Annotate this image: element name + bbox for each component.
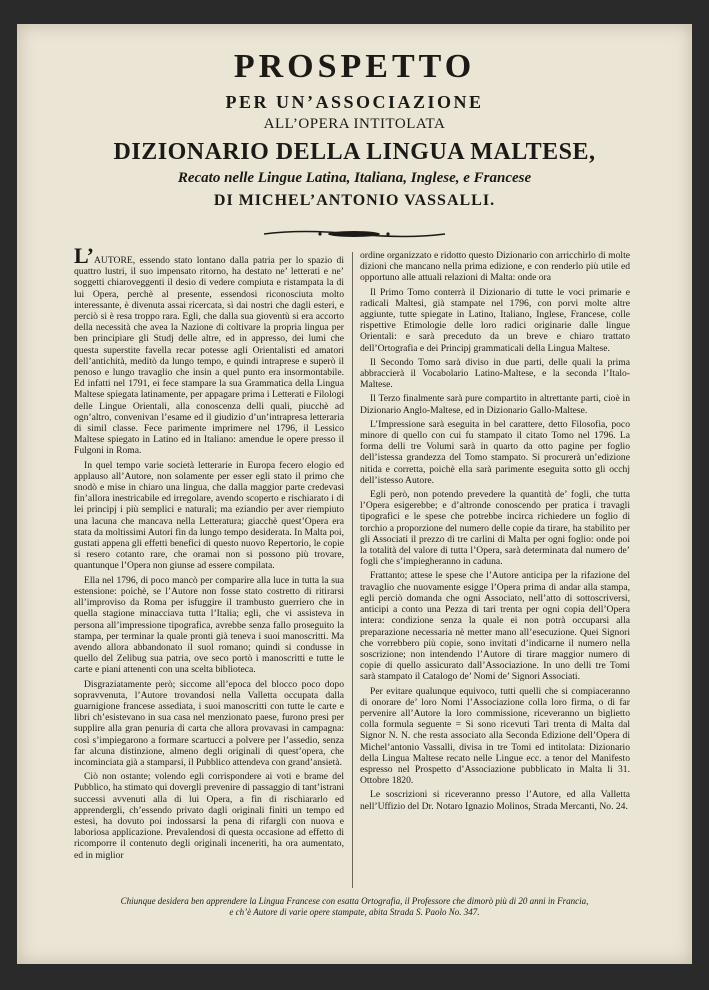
paragraph: Disgraziatamente però; siccome all’epoca del blocco poco dopo sopravvenuta, l’Autore trovandosi nella Valletta occupata dalla guarnigione francese assediata, i suoi manoscritti con tutte le carte e libri ch’esistevano in sua casa nel menzionato paese, furono presi per supplire alla gran penuria di carta che allora provavasi in campagna: così s’impiegarono a formare scartucci a polvere per l’assedio, senza far alcuna distinzione, almeno degli originali di quest’opera, che incominciata già a stamparsi, il Pubblico attendeva con grand’ansietà. xyxy=(74,678,344,768)
drop-letter: L’ xyxy=(74,243,94,268)
paragraph: Frattanto; attese le spese che l’Autore anticipa per la rifazione del travaglio che nuovamente esigge l’Opera prima di andar alla stampa, egli perciò domanda che ogni Associato, nell’atto di sottoscriversi, anticipi a conto una Pezza di tarì trenta per ogni copia dell’Opera intera: condizione senza la quale ei non potrà occuparsi alla preparazione necessaria nè metter mano all’esecuzione. Quei Signori che vorrebbero più copie, sono invitati d’indicarne il numero nella soscrizione; non intendendo l’Autore di tirare maggior numero di copie di quello assicurato dall’Associazione. In uno delli tre Tomi sarà stampato il Catalogo de’ Nomi de’ Signori Associati. xyxy=(360,570,630,683)
paragraph xyxy=(74,243,344,457)
paragraph: Le soscrizioni si riceveranno presso l’Autore, ed alla Valletta nell’Uffizio del Dr. Notaro Ignazio Molinos, Strada Mercanti, No. 24. xyxy=(360,789,630,812)
work-languages: Recato nelle Lingue Latina, Italiana, Inglese, e Francese xyxy=(177,170,532,186)
paragraph: ordine organizzato e ridotto questo Dizionario con arricchirlo di molte dizioni che mancano nella prima edizione, e con renderlo più utile ed opportuno alle attuali relazioni di Malta: onde ora xyxy=(360,250,630,284)
footer-note xyxy=(57,896,652,918)
footer-line: e ch’è Autore di varie opere stampate, abita Strada S. Paolo No. 347. xyxy=(229,907,480,917)
paragraph: Il Terzo finalmente sarà pure compartito in altrettante parti, cioè in Dizionario Anglo-Maltese, ed in Dizionario Gallo-Maltese. xyxy=(360,393,630,416)
paragraph: Ciò non ostante; volendo egli corrispondere ai voti e brame del Pubblico, ha stimato qui dovergli prevenire di passaggio di tant’istrani successi avvenuti alla di lui Opera, a fin di rischiararlo ed apprendergli, ch’essendo privato dagli originali finiti un tempo ed estesi, ha dovuto poi indossarsi la pena di rifargli con nuova e laboriosa applicazione. Prevalendosi di questa occasione ad effetto di ricomporre il contenuto degli originali inceneriti, ha ora aumentato, ed in miglior xyxy=(74,771,344,861)
prospectus-sheet xyxy=(17,24,692,964)
paragraph: Ella nel 1796, di poco mancò per comparire alla luce in tutta la sua estensione: poichè, se l’Autore non fosse stato costretto di ritirarsi all’improviso da Roma per isfuggire il trambusto guerriero che in quella stagione minacciava tutta l’Italia; egli, che vi assisteva in persona all’impressione tipografica, avrebbe senza fallo proseguito la stampa, per terminar la quale pronti già teneva i suoi manoscritti. Ma avendo allora abbandonato il suol romano; quindi si condusse in quello del Zelibug sua patria, ove seco portò i manoscritti e tutte le carte e piani attenenti con una scelta biblioteca. xyxy=(74,574,344,676)
author-name: DI MICHEL’ANTONIO VASSALLI. xyxy=(213,192,496,209)
paragraph: In quel tempo varie società letterarie in Europa fecero elogio ed applauso all’Autore, non solamente per esser egli stato il primo che snodò e mise in chiaro una lingua, che dalla maggior parte credevasi fin’allora inestricabile ed irregolare, avendo scoperto e rischiarato i di lei principj i più semplici e naturali; ma eziandio per aver riempiuto una lacuna che mancava nella Letteratura; giacchè quest’Opera era stata da moltissimi Autori fin da lungo tempo desiderata. In Malta poi, gustati appena gli effetti benefici di questo nuovo Repertorio, le copie si resero cotanto rare, che oramai non si possono più trovare, quantunque l’Opera non giunse ad essere compilata. xyxy=(74,459,344,572)
document-title: PROSPETTO xyxy=(233,48,476,85)
paragraph: Il Primo Tomo conterrà il Dizionario di tutte le voci primarie e radicali Maltesi, già stampate nel 1796, con porvi molte altre aggiunte, tutte spiegate in Latino, Italiano, Inglese, Francese, colle rispettive Etimologie delle loro radici originarie dalle lingue Orientali: e sarà preceduto da un breve e chiaro trattato dell’Ortografia e dei Principj grammaticali della Lingua Maltese. xyxy=(360,286,630,354)
paragraph: Per evitare qualunque equivoco, tutti quelli che si compiaceranno di onorare de’ loro Nomi l’Associazione colla loro firma, o di far pervenire all’Autore la loro commissione, riceveranno un biglietto colla formula seguente = Si sono ricevuti Tarì trenta di Malta dal Signor N. N. che resta associato alla Seconda Edizione dell’Opera di Michel’antonio Vassalli, divisa in tre Tomi ed intitolata: Dizionario della Lingua Maltese recato nelle Lingue ecc. a tenor del Manifesto espresso nel Prospetto d’Associazione pubblicato in Malta li 31. Ottobre 1820. xyxy=(360,685,630,787)
footer-line: Chiunque desidera ben apprendere la Lingua Francese con esatta Ortografia, il Professore che dimorò più di 20 anni in Francia, xyxy=(120,896,589,906)
right-column xyxy=(360,250,630,815)
paragraph: Il Secondo Tomo sarà diviso in due parti, delle quali la prima abbraccierà il Vocabolario Latino-Maltese, e la seconda l’Italo-Maltese. xyxy=(360,356,630,391)
paragraph: L’Impressione sarà eseguita in bel carattere, detto Filosofia, poco minore di quello con cui fu stampato il citato Tomo nel 1796. La forma delli tre Volumi sarà in quarto da otto pagine per foglio dell’istessa grandezza del Tomo stampato. Si procurerà un’edizione nitida e corretta, poichè ella sarà parimente eseguita sotto gli occhj dell’istesso Autore. xyxy=(360,418,630,486)
paragraph: Egli però, non potendo prevedere la quantità de’ fogli, che tutta l’Opera esigerebbe; e d’altronde conoscendo per pratica i travagli tipografici e le spese che potrebbe incirca richiedere un foglio di torchio a proporzione del numero delle copie da tirare, ha stabilito per gli Associati il prezzo di tre carlini di Malta per ogni foglio: onde poi la totalità del valore di tutta l’Opera, sarà determinata dal numero de’ fogli che s’impiegheranno in caduna. xyxy=(360,489,630,568)
subtitle-association: PER UN’ASSOCIAZIONE xyxy=(225,92,484,112)
left-column xyxy=(74,243,344,864)
ornament-divider xyxy=(262,227,447,241)
column-divider xyxy=(352,252,353,888)
work-title: DIZIONARIO DELLA LINGUA MALTESE, xyxy=(113,139,596,165)
subtitle-work: ALL’OPERA INTITOLATA xyxy=(263,116,446,132)
paragraph-text: AUTORE, essendo stato lontano dalla patria per lo spazio di quattro lustri, il suo impensato ritorno, ha destato ne’ letterati e ne’ soggetti chiaroveggenti il desio di vedere compiuta e ristampata la di lui Opera, perchè al presente, essendosi riconosciuta molto interessante, è divenuta assai ricercata, sì dai nostri che dagli esteri, e perciò si è resa troppo rara. Egli, che dalla sua gioventù si era accorto della necessità che avea la Nazione di coltivare la propria lingua per ben principiare gli Studj delle altre, ed in appresso, dei lumi che questa superstite favella recar potesse agli Orientalisti ed amatori dell’antichità, meditò da lungo tempo, e quindi intraprese e superò il penoso e lungo travaglio che insin a quel punto era insormontabile. Ed infatti nel 1791, ei fece stampare la sua Grammatica della Lingua Maltese spiegata latinamente, per appagare prima i Letterati e Filologi delle Lingue Orientali, alla conoscenza delli quali, piucchè ad ogn’altro, convenivan l’esame ed il giudizio d’un’intrapresa letteraria di simil classe. Fece parimente imprimere nel 1796, il Lessico Maltese spiegato in Latino ed in Italiano: amendue le opere presso il Fulgoni in Roma. xyxy=(74,255,344,457)
